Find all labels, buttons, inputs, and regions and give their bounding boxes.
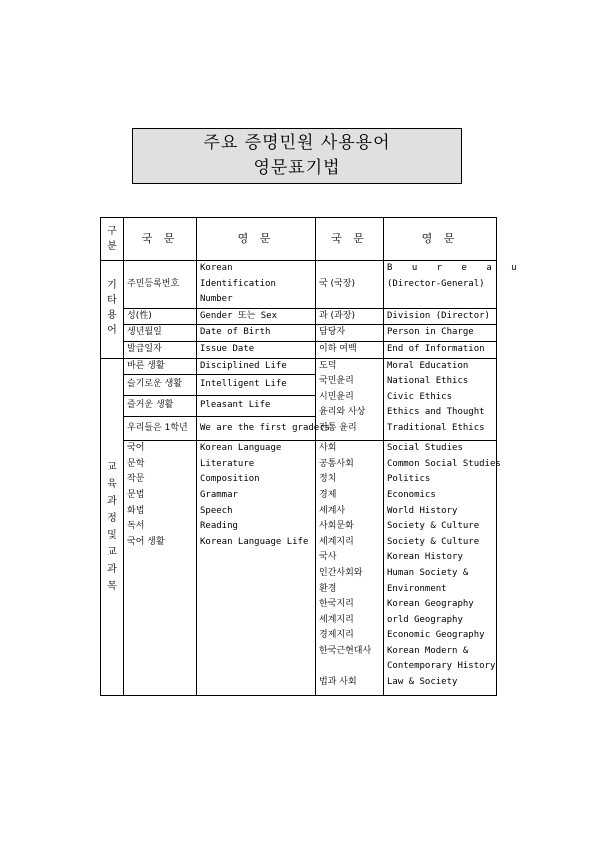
header-korean-1: 국 문	[124, 218, 197, 261]
cell-korean: 생년월일	[124, 325, 197, 342]
category-curriculum: 교육과정 및 교과목	[101, 358, 124, 696]
ethics-korean-list: 도덕 국민윤리 시민윤리 윤리와 사상 전통 윤리	[316, 358, 384, 441]
cell-korean: 이하 여백	[316, 341, 384, 358]
table-row	[101, 261, 497, 309]
cell-korean: 주민등록번호	[124, 261, 197, 309]
cell-english: We are the first graders	[197, 417, 316, 441]
cell-korean: 성(性)	[124, 308, 197, 325]
cell-korean: 과 (과장)	[316, 308, 384, 325]
document-title-line2: 영문표기법	[253, 158, 341, 178]
table-row	[101, 308, 497, 325]
cell-english: Issue Date	[197, 341, 316, 358]
header-english-1: 영 문	[197, 218, 316, 261]
ethics-english-list: Moral Education National Ethics Civic Ethics Ethics and Thought Traditional Ethics	[384, 358, 497, 441]
cell-korean: 발급일자	[124, 341, 197, 358]
table-row	[101, 358, 497, 375]
cell-english: Disciplined Life	[197, 358, 316, 375]
social-subjects-english-list: Social Studies Common Social Studies Politics Economics World History Society & Culture Society & Culture Korean History Human Society & Environment Korean Geography orld Geography Economic Geography Korean Modern & Contemporary History Law & Society	[384, 441, 497, 696]
cell-english: Person in Charge	[384, 325, 497, 342]
cell-korean: 슬기로운 생활	[124, 375, 197, 396]
cell-korean: 우리들은 1학년	[124, 417, 197, 441]
table-row	[101, 441, 497, 696]
cell-english: Date of Birth	[197, 325, 316, 342]
korean-subjects-korean-list: 국어 문학 작문 문법 화법 독서 국어 생활	[124, 441, 197, 696]
cell-english: Korean Identification Number	[197, 261, 316, 309]
cell-korean: 국 (국장)	[316, 261, 384, 309]
cell-english: Pleasant Life	[197, 396, 316, 417]
header-english-2: 영 문	[384, 218, 497, 261]
social-subjects-korean-list: 사회 공통사회 정치 경제 세계사 사회문화 세계지리 국사 인간사회와 환경 한국지리 세계지리 경제지리 한국근현대사 법과 사회	[316, 441, 384, 696]
document-title-line1: 주요 증명민원 사용용어	[203, 133, 391, 153]
document-title-box	[132, 128, 462, 184]
cell-korean: 바른 생활	[124, 358, 197, 375]
table-header-row	[101, 218, 497, 261]
header-category: 구분	[101, 218, 124, 261]
table-row	[101, 341, 497, 358]
terms-table	[100, 217, 517, 696]
category-basic-terms: 기타용어	[101, 261, 124, 359]
cell-english: Division (Director)	[384, 308, 497, 325]
cell-english: B u r e a u (Director-General)	[384, 261, 497, 309]
korean-subjects-english-list: Korean Language Literature Composition Grammar Speech Reading Korean Language Life	[197, 441, 316, 696]
cell-korean: 즐거운 생활	[124, 396, 197, 417]
cell-english: End of Information	[384, 341, 497, 358]
header-korean-2: 국 문	[316, 218, 384, 261]
table-row	[101, 325, 497, 342]
cell-english: Intelligent Life	[197, 375, 316, 396]
bureau-spread-text: B u r e a u	[387, 263, 517, 273]
cell-korean: 담당자	[316, 325, 384, 342]
cell-english: Gender 또는 Sex	[197, 308, 316, 325]
